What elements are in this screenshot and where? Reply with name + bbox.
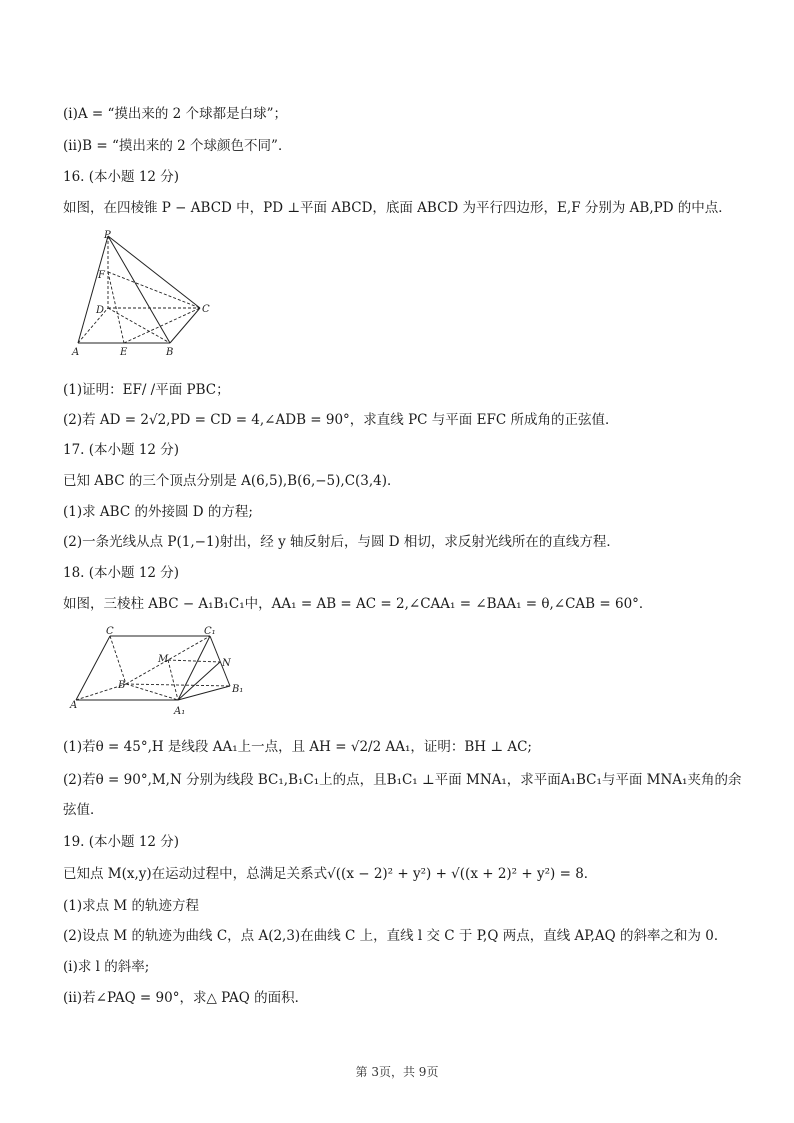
label-P: P <box>104 230 111 241</box>
label-A: A <box>72 347 80 358</box>
label-N: N <box>222 658 231 669</box>
question-17-stem: 已知 ABC 的三个顶点分别是 A(6,5),B(6,−5),C(3,4)． <box>63 473 401 489</box>
question-17-heading: 17. (本小题 12 分) <box>63 442 180 458</box>
question-16-part-2: (2)若 AD = 2√2,PD = CD = 4,∠ADB = 90°，求直线 PC 与平面 EFC 所成角的正弦值． <box>63 412 619 428</box>
label-C: C <box>202 304 210 315</box>
prism-diagram <box>68 622 258 717</box>
edge-PB <box>108 236 170 343</box>
pyramid-diagram <box>62 228 222 363</box>
label-M: M <box>158 654 169 665</box>
label-F: F <box>98 270 105 281</box>
segment-FE <box>108 272 124 343</box>
label-C: C <box>106 626 114 637</box>
question-19-part-1: (1)求点 M 的轨迹方程 <box>63 898 200 914</box>
segment-BA1 <box>126 684 178 700</box>
edge-PA <box>78 236 108 343</box>
page-footer: 第 3页，共 9页 <box>355 1065 439 1079</box>
edge-BC <box>170 308 200 343</box>
question-18-stem: 如图，三棱柱 ABC − A₁B₁C₁中，AA₁ = AB = AC = 2,∠CAA₁ = ∠BAA₁ = θ,∠CAB = 60°． <box>63 596 653 612</box>
edge-C1A1 <box>178 636 210 700</box>
segment-MA1 <box>168 660 178 700</box>
label-E: E <box>120 347 128 358</box>
question-19-heading: 19. (本小题 12 分) <box>63 834 180 850</box>
question-16-stem: 如图，在四棱锥 P − ABCD 中，PD ⊥平面 ABCD，底面 ABCD 为平行四边形，E,F 分别为 AB,PD 的中点． <box>63 200 732 216</box>
question-15-option-i: (i)A = “摸出来的 2 个球都是白球”； <box>63 106 287 122</box>
label-B: B <box>166 347 174 358</box>
edge-CB <box>110 636 126 684</box>
edge-PC <box>108 236 200 308</box>
question-17-part-1: (1)求 ABC 的外接圆 D 的方程; <box>63 504 253 520</box>
label-A1: A₁ <box>174 706 186 717</box>
label-C1: C₁ <box>204 626 216 637</box>
label-D: D <box>96 305 105 316</box>
question-18-heading: 18. (本小题 12 分) <box>63 565 180 581</box>
question-18-part-2-cont: 弦值． <box>63 802 104 818</box>
question-18-part-1: (1)若θ = 45°,H 是线段 AA₁上一点，且 AH = √2/2 AA₁，证明：BH ⊥ AC; <box>63 739 532 755</box>
segment-EC <box>124 308 200 343</box>
question-19-part-2-ii: (ii)若∠PAQ = 90°，求△ PAQ 的面积． <box>63 990 309 1006</box>
figure-pyramid <box>62 228 222 367</box>
label-A: A <box>70 700 78 711</box>
edge-BB1 <box>126 684 230 686</box>
question-19-part-2: (2)设点 M 的轨迹为曲线 C，点 A(2,3)在曲线 C 上，直线 l 交 C 于 P,Q 两点，直线 AP,AQ 的斜率之和为 0． <box>63 928 728 944</box>
segment-FC <box>108 272 200 308</box>
question-19-stem: 已知点 M(x,y)在运动过程中，总满足关系式√((x − 2)² + y²) + √((x + 2)² + y²) = 8． <box>63 866 598 882</box>
question-15-option-ii: (ii)B = “摸出来的 2 个球颜色不同”． <box>63 138 292 154</box>
label-B1: B₁ <box>232 684 244 695</box>
figure-prism <box>68 622 258 721</box>
question-17-part-2: (2)一条光线从点 P(1,−1)射出，经 y 轴反射后，与圆 D 相切，求反射光线所在的直线方程． <box>63 534 620 550</box>
question-16-part-1: (1)证明：EF/ /平面 PBC； <box>63 382 230 398</box>
question-19-part-2-i: (i)求 l 的斜率; <box>63 959 150 975</box>
segment-MN <box>168 660 220 662</box>
question-18-part-2: (2)若θ = 90°,M,N 分别为线段 BC₁,B₁C₁上的点，且B₁C₁ ⊥平面 MNA₁，求平面A₁BC₁与平面 MNA₁夹角的余 <box>63 772 742 788</box>
question-16-heading: 16. (本小题 12 分) <box>63 169 180 185</box>
label-B: B <box>118 680 126 691</box>
